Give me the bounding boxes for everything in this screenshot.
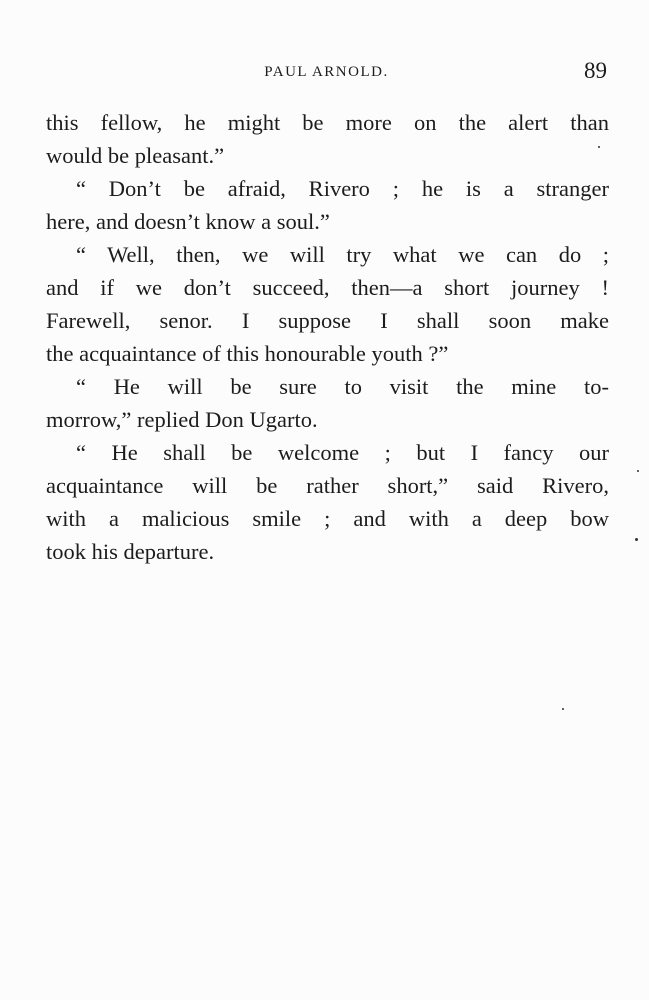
text-line: “ Don’t be afraid, Rivero ; he is a stranger <box>76 176 609 201</box>
text-line: acquaintance will be rather short,” said Rivero, <box>46 473 609 498</box>
text-line: “ Well, then, we will try what we can do ; <box>76 242 609 267</box>
text-line: morrow,” replied Don Ugarto. <box>46 407 318 432</box>
body-text <box>46 106 609 568</box>
text-line: the acquaintance of this honourable youth ?” <box>46 341 449 366</box>
text-line: here, and doesn’t know a soul.” <box>46 209 330 234</box>
text-line: “ He shall be welcome ; but I fancy our <box>76 440 609 465</box>
text-line: and if we don’t succeed, then—a short journey ! <box>46 275 609 300</box>
print-speck <box>598 146 600 148</box>
print-speck <box>562 708 564 710</box>
running-title: PAUL ARNOLD. <box>264 64 389 80</box>
text-line: with a malicious smile ; and with a deep bow <box>46 506 609 531</box>
text-line: “ He will be sure to visit the mine to- <box>76 374 609 399</box>
text-line: Farewell, senor. I suppose I shall soon make <box>46 308 609 333</box>
print-speck <box>637 470 639 472</box>
text-line: took his departure. <box>46 539 215 564</box>
running-header <box>46 58 607 88</box>
print-speck <box>635 538 638 541</box>
text-line: would be pleasant.” <box>46 143 225 168</box>
page-number: 89 <box>584 58 607 83</box>
text-line: this fellow, he might be more on the alert than <box>46 110 609 135</box>
